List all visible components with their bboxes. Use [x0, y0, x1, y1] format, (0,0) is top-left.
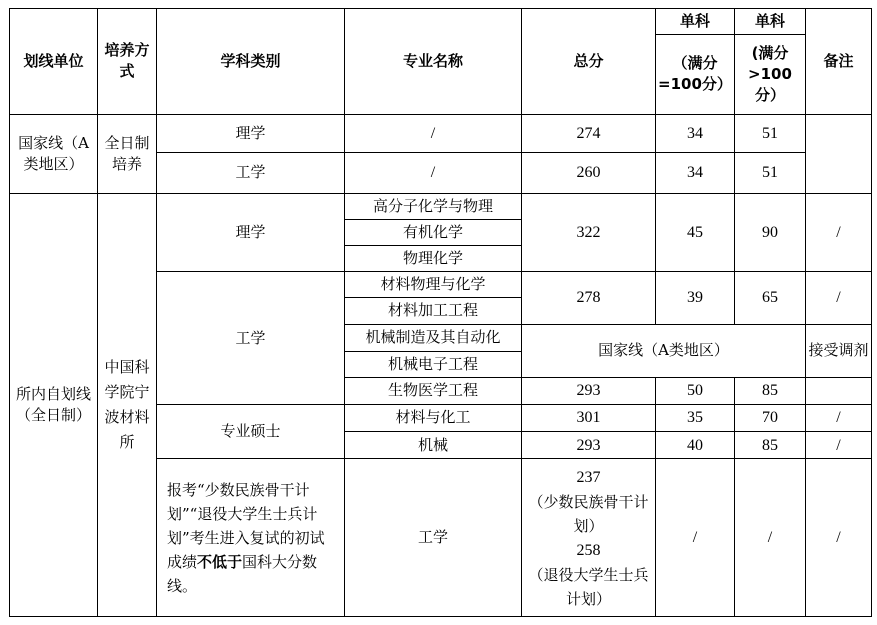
science-single-100: 45	[656, 193, 735, 271]
special-single-100: /	[656, 459, 735, 617]
professional-remark: /	[806, 404, 872, 431]
engineering-category: 工学	[157, 272, 345, 405]
national-category: 工学	[157, 152, 345, 193]
header-single-1: 单科	[656, 9, 735, 35]
institute-mode: 中国科学院宁波材料所	[98, 193, 157, 616]
header-remarks: 备注	[806, 9, 872, 115]
national-mode: 全日制培养	[98, 114, 157, 193]
science-category: 理学	[157, 193, 345, 271]
special-note-bold: 不低于	[197, 552, 243, 571]
header-single-2: 单科	[735, 9, 806, 35]
national-single-100: 34	[656, 152, 735, 193]
science-single-over: 90	[735, 193, 806, 271]
header-single-over-100: (满分>100分）	[735, 35, 806, 114]
science-remark: /	[806, 193, 872, 271]
engineering-single-over: 65	[735, 272, 806, 324]
special-score-minority: 237	[576, 468, 601, 486]
national-single-100: 34	[656, 114, 735, 152]
special-remark: /	[806, 459, 872, 617]
engineering-single-100: 39	[656, 272, 735, 324]
bio-single-over: 85	[735, 377, 806, 404]
header-category: 学科类别	[157, 9, 345, 115]
major-cell: 机械电子工程	[345, 351, 522, 377]
national-category: 理学	[157, 114, 345, 152]
professional-single-100: 40	[656, 432, 735, 459]
national-total: 274	[522, 114, 656, 152]
special-plan-note	[157, 459, 345, 617]
header-unit: 划线单位	[10, 9, 98, 115]
adjust-remark: 接受调剂	[806, 324, 872, 377]
score-line-table	[9, 8, 872, 617]
special-single-over: /	[735, 459, 806, 617]
major-cell: 有机化学	[345, 220, 522, 246]
professional-remark: /	[806, 432, 872, 459]
header-major: 专业名称	[345, 9, 522, 115]
major-cell: 材料物理与化学	[345, 272, 522, 298]
special-score-veteran-label: （退役大学生士兵计划）	[528, 565, 649, 608]
professional-total: 301	[522, 404, 656, 431]
header-total: 总分	[522, 9, 656, 115]
professional-category: 专业硕士	[157, 404, 345, 458]
bio-remark	[806, 377, 872, 404]
engineering-remark: /	[806, 272, 872, 324]
major-cell: 机械制造及其自动化	[345, 324, 522, 351]
header-mode: 培养方式	[98, 9, 157, 115]
bio-total: 293	[522, 377, 656, 404]
national-single-over: 51	[735, 152, 806, 193]
engineering-total: 278	[522, 272, 656, 324]
special-note-text-a: 报考“少数民族骨干计划”“退役大学生士兵计划”考生进入复试的初试成绩	[167, 480, 325, 571]
major-cell: 生物医学工程	[345, 377, 522, 404]
national-remark	[806, 114, 872, 193]
special-note-text-b: 国科大分数线。	[167, 552, 318, 595]
national-single-over: 51	[735, 114, 806, 152]
professional-single-100: 35	[656, 404, 735, 431]
header-single-100: （满分=100分）	[656, 35, 735, 114]
major-cell: 材料与化工	[345, 404, 522, 431]
special-score-minority-label: （少数民族骨干计划）	[528, 492, 649, 535]
major-cell: 材料加工工程	[345, 298, 522, 324]
special-score-veteran: 258	[576, 541, 601, 559]
professional-total: 293	[522, 432, 656, 459]
special-total	[522, 459, 656, 617]
professional-single-over: 70	[735, 404, 806, 431]
science-total: 322	[522, 193, 656, 271]
special-category: 工学	[345, 459, 522, 617]
national-major: /	[345, 114, 522, 152]
major-cell: 物理化学	[345, 246, 522, 272]
institute-unit: 所内自划线（全日制）	[10, 193, 98, 616]
national-unit: 国家线（A类地区）	[10, 114, 98, 193]
national-line-ref: 国家线（A类地区）	[522, 324, 806, 377]
national-major: /	[345, 152, 522, 193]
professional-single-over: 85	[735, 432, 806, 459]
bio-single-100: 50	[656, 377, 735, 404]
major-cell: 机械	[345, 432, 522, 459]
national-total: 260	[522, 152, 656, 193]
major-cell: 高分子化学与物理	[345, 193, 522, 219]
